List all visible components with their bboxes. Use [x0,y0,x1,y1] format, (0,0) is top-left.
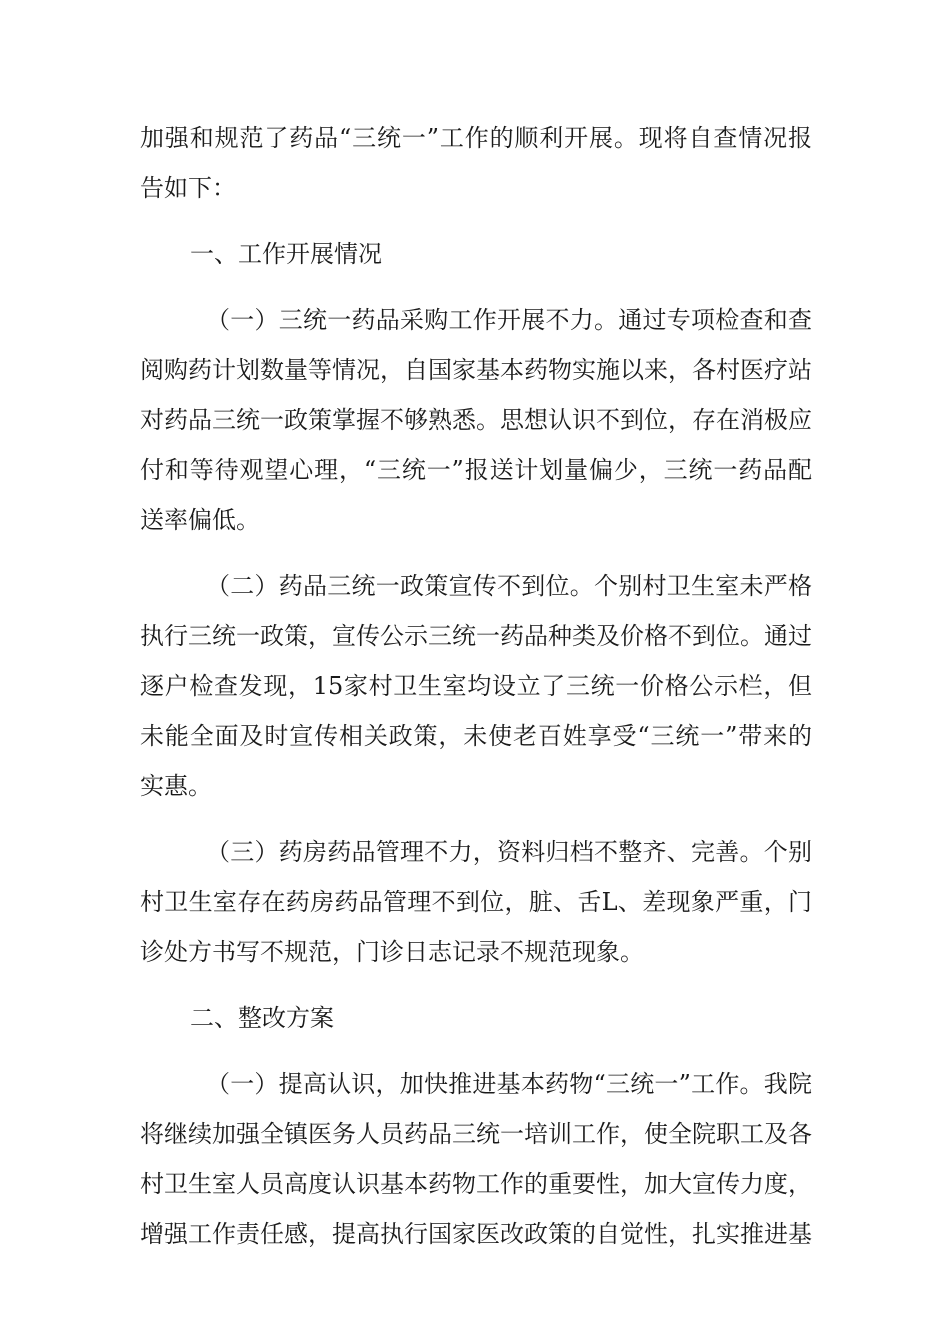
paragraph-1-2: （二）药品三统一政策宣传不到位。个别村卫生室未严格执行三统一政策，宣传公示三统一药品种类及价格不到位。通过逐户检查发现，15家村卫生室均设立了三统一价格公示栏，但未能全面及时宣传相关政策，未使老百姓享受“三统一”带来的实惠。 [140,572,812,800]
paragraph-2-1: （一）提高认识，加快推进基本药物“三统一”工作。我院将继续加强全镇医务人员药品三统一培训工作，使全院职工及各村卫生室人员高度认识基本药物工作的重要性，加大宣传力度，增强工作责任感，提高执行国家医改政策的自觉性，扎实推进基 [140,1070,812,1248]
document-body [140,113,812,1259]
section-heading-1: 一、工作开展情况 [190,240,382,268]
section-heading-2: 二、整改方案 [190,1004,334,1032]
paragraph-continuation: 加强和规范了药品“三统一”工作的顺利开展。现将自查情况报告如下： [140,124,812,202]
paragraph-1-3: （三）药房药品管理不力，资料归档不整齐、完善。个别村卫生室存在药房药品管理不到位，脏、舌L、差现象严重，门诊处方书写不规范，门诊日志记录不规范现象。 [140,838,812,966]
paragraph-1-1: （一）三统一药品采购工作开展不力。通过专项检查和查阅购药计划数量等情况，自国家基本药物实施以来，各村医疗站对药品三统一政策掌握不够熟悉。思想认识不到位，存在消极应付和等待观望心理，“三统一”报送计划量偏少，三统一药品配送率偏低。 [140,306,812,534]
